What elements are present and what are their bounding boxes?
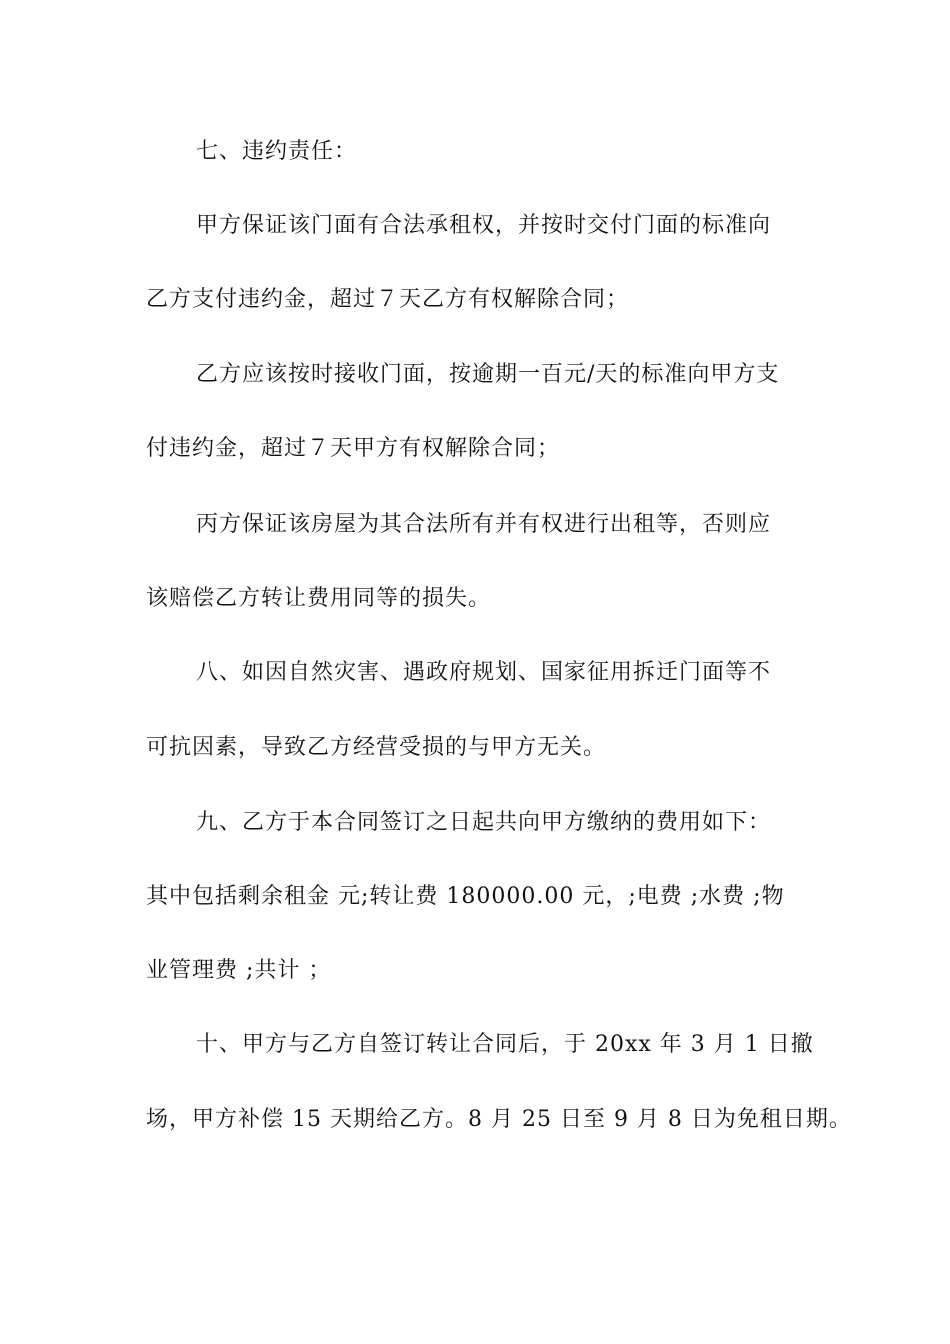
paragraph-line: 该赔偿乙方转让费用同等的损失。: [146, 586, 492, 611]
section-10-line: 十、甲方与乙方自签订转让合同后，于 20xx 年 3 月 1 日撤: [196, 1032, 814, 1057]
section-7-heading: 七、违约责任：: [196, 139, 358, 164]
paragraph-line: 付违约金，超过７天甲方有权解除合同；: [146, 436, 561, 461]
paragraph-line: 乙方支付违约金，超过７天乙方有权解除合同；: [146, 287, 630, 312]
paragraph-line: 甲方保证该门面有合法承租权，并按时交付门面的标准向: [196, 213, 772, 238]
paragraph-line: 场，甲方补偿 15 天期给乙方。8 月 25 日至 9 月 8 日为免租日期。: [146, 1107, 852, 1132]
paragraph-line: 业管理费 ;共计 ；: [146, 958, 332, 983]
paragraph-line: 可抗因素，导致乙方经营受损的与甲方无关。: [146, 735, 607, 760]
section-8-line: 八、如因自然灾害、遇政府规划、国家征用拆迁门面等不: [196, 660, 772, 685]
paragraph-line: 乙方应该按时接收门面，按逾期一百元/天的标准向甲方支: [196, 362, 780, 387]
section-9-line: 九、乙方于本合同签订之日起共向甲方缴纳的费用如下：: [196, 810, 772, 835]
paragraph-line: 丙方保证该房屋为其合法所有并有权进行出租等，否则应: [196, 512, 772, 537]
paragraph-line: 其中包括剩余租金 元;转让费 180000.00 元，;电费 ;水费 ;物: [146, 884, 785, 909]
